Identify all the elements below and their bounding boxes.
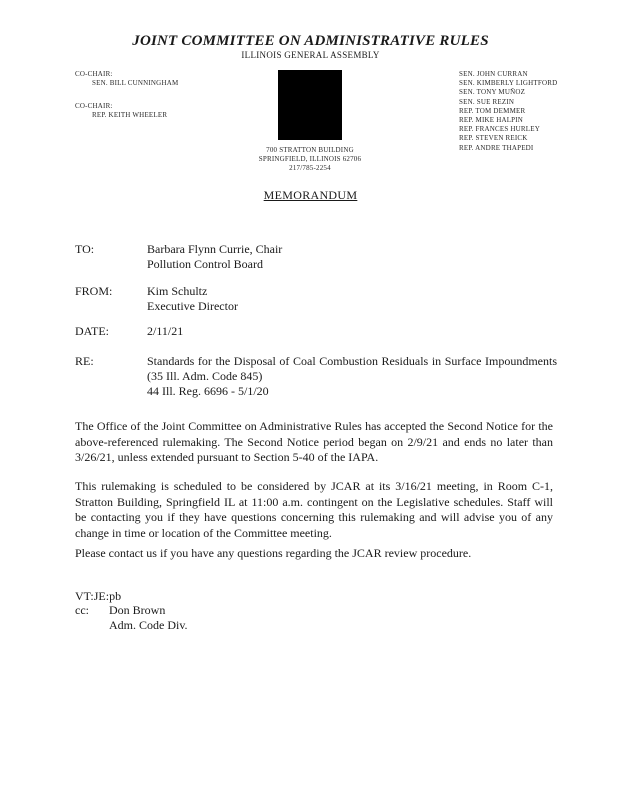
re-value [147,354,557,399]
committee-title: JOINT COMMITTEE ON ADMINISTRATIVE RULES [132,33,489,49]
body-paragraph-3: Please contact us if you have any questions regarding the JCAR review procedure. [75,546,472,560]
co-chair-block-2 [75,102,167,120]
member-item: SEN. SUE REZIN [459,97,515,106]
re-label: RE: [75,354,94,368]
co-chair-2-label: CO-CHAIR: [75,102,113,110]
cc-recipient: Don Brown [109,603,166,617]
re-subject: Standards for the Disposal of Coal Combustion Residuals in Surface Impoundments (35 Ill. Adm. Code 845) [147,354,557,383]
cc-list [109,603,188,633]
member-item: REP. FRANCES HURLEY [459,125,541,134]
to-line: Barbara Flynn Currie, Chair [147,242,283,256]
date-label: DATE: [75,324,109,338]
member-list [459,70,557,153]
assembly-subtitle: ILLINOIS GENERAL ASSEMBLY [241,50,380,60]
from-line: Executive Director [147,299,238,313]
office-address [240,146,380,174]
body-paragraph-2: This rulemaking is scheduled to be considered by JCAR at its 3/16/21 meeting, in Room C-1, Stratton Building, Springfield IL at 11:00 a.m. contingent on the Legislative schedules. Staff will be contacting you if they have questions concerning this rulemaking and will advise you of any change in time or location of the Committee meeting. [75,479,553,540]
address-line: SPRINGFIELD, ILLINOIS 62706 [258,155,362,164]
address-line: 700 STRATTON BUILDING [266,146,354,154]
member-item: REP. STEVEN REICK [459,134,528,143]
address-line: 217/785-2254 [289,164,331,173]
redacted-seal [278,70,342,140]
to-value [147,242,282,272]
member-item: REP. MIKE HALPIN [459,116,524,125]
to-label: TO: [75,242,95,256]
memo-heading: MEMORANDUM [263,188,358,202]
co-chair-1-name: SEN. BILL CUNNINGHAM [92,79,179,88]
from-line: Kim Schultz [147,284,208,298]
member-item: SEN. KIMBERLY LIGHTFORD [459,79,558,88]
co-chair-2-name: REP. KEITH WHEELER [92,111,168,120]
member-item: SEN. JOHN CURRAN [459,70,528,78]
member-item: SEN. TONY MUÑOZ [459,88,526,97]
initials: VT:JE:pb [75,589,122,603]
co-chair-block-1 [75,70,178,88]
cc-label: cc: [75,603,89,617]
member-item: REP. ANDRE THAPEDI [459,143,534,152]
re-citation: 44 Ill. Reg. 6696 - 5/1/20 [147,384,269,398]
cc-recipient: Adm. Code Div. [109,618,188,632]
member-item: REP. TOM DEMMER [459,106,526,115]
to-line: Pollution Control Board [147,257,264,271]
date-value: 2/11/21 [147,324,184,338]
co-chair-1-label: CO-CHAIR: [75,70,113,78]
from-label: FROM: [75,284,113,298]
body-paragraph-1: The Office of the Joint Committee on Administrative Rules has accepted the Second Notice for the above-referenced rulemaking. The Second Notice period began on 2/9/21 and ends no later than 3/26/21, unless extended pursuant to Section 5-40 of the IAPA. [75,419,553,464]
from-value [147,284,238,314]
